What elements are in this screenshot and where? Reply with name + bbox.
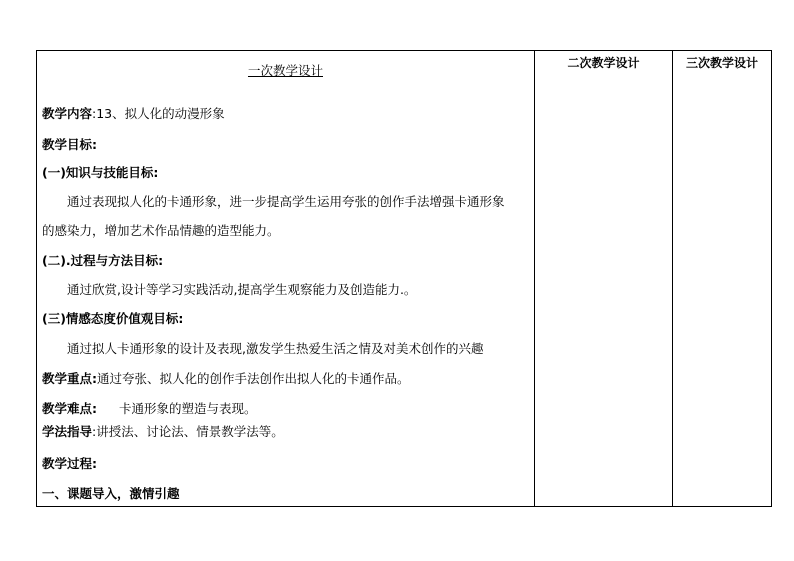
first-design-heading: 一次教学设计 [247,63,323,78]
objective-3-text: 通过拟人卡通形象的设计及表现,激发学生热爱生活之情及对美术创作的兴趣 [67,341,484,356]
objectives-label: 教学目标: [42,137,97,152]
process-label: 教学过程: [42,456,97,471]
teaching-content-line: 教学内容:13、拟人化的动漫形象 [42,106,225,121]
objective-1-text-b: 的感染力，增加艺术作品情趣的造型能力。 [42,223,280,238]
objective-1-label: (一)知识与技能目标: [42,165,159,180]
objective-2-text: 通过欣赏,设计等学习实践活动,提高学生观察能力及创造能力.。 [67,282,417,297]
third-design-cell [673,51,772,507]
method-line: 学法指导:讲授法、讨论法、情景教学法等。 [42,424,284,439]
first-design-cell [37,51,535,507]
second-design-cell [535,51,673,507]
section-1-heading: 一、课题导入，激情引趣 [42,486,180,501]
key-point-line: 教学重点:通过夸张、拟人化的创作手法创作出拟人化的卡通作品。 [42,371,410,386]
second-design-heading: 二次教学设计 [567,56,640,70]
third-design-heading: 三次教学设计 [685,56,758,70]
objective-2-label: (二).过程与方法目标: [42,253,164,268]
lesson-plan-table [36,50,772,507]
difficulty-line: 教学难点: 卡通形象的塑造与表现。 [42,401,257,416]
objective-1-text-a: 通过表现拟人化的卡通形象，进一步提高学生运用夸张的创作手法增强卡通形象 [67,194,505,209]
objective-3-label: (三)情感态度价值观目标: [42,311,184,326]
